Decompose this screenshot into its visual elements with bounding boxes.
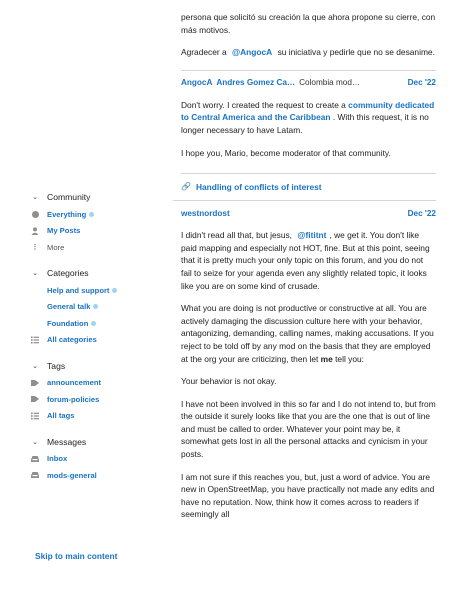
post-divider <box>181 173 436 174</box>
chevron-down-icon: ⌄ <box>32 194 38 201</box>
sidebar-item-label: More <box>47 242 65 252</box>
sidebar-item-tag-announcement[interactable] <box>30 376 165 390</box>
post-3 <box>181 205 436 521</box>
text: . With this request, it is no longer necessary to have Latam. <box>181 112 429 135</box>
chevron-down-icon: ⌄ <box>32 270 38 277</box>
sidebar-item-label: mods-general <box>47 470 97 480</box>
post-divider <box>173 200 436 201</box>
post-date[interactable]: Dec '22 <box>407 78 436 88</box>
sidebar-item-label: Help and support <box>47 285 110 295</box>
sidebar-item-everything[interactable] <box>30 207 165 221</box>
text: , we get it. You don't like paid mapping and especially not HOT, fine. But at this point, seeing that it is pretty much your only topic on this forum, and you do not fail to seize for your agenda even any slightly related topic, it looks like you are on some kind of crusade. <box>181 230 430 291</box>
sidebar-item-label: All categories <box>47 335 97 344</box>
link-icon: 🔗 <box>181 182 191 192</box>
unread-dot <box>93 304 98 309</box>
text: tell you: <box>335 353 364 364</box>
more-vertical-icon: ⋮ <box>31 244 39 251</box>
sidebar-section-categories <box>30 266 165 347</box>
inbox-icon <box>30 471 40 479</box>
sidebar-item-label: Foundation <box>47 318 89 328</box>
sidebar-item-label: General talk <box>47 302 91 311</box>
post-1-body <box>181 0 436 59</box>
sidebar-item-label: announcement <box>47 378 102 387</box>
section-header-categories[interactable] <box>30 266 165 280</box>
unread-dot <box>89 212 94 217</box>
layers-icon <box>30 211 40 218</box>
sidebar-item-label: All tags <box>47 411 75 420</box>
sidebar-item-label: My Posts <box>47 226 81 235</box>
sidebar-item-more[interactable] <box>30 240 165 254</box>
chevron-down-icon: ⌄ <box>32 438 38 446</box>
sidebar-section-community <box>30 190 165 254</box>
post-user-title: Colombia mod… <box>299 78 361 88</box>
sidebar-item-label: forum-policies <box>47 394 100 404</box>
sidebar-item-inbox[interactable] <box>30 452 165 466</box>
sidebar-item-my-posts[interactable] <box>30 224 165 238</box>
post-paragraph: persona que solicitó su creación la que ahora propone su cierre, con más motivos. <box>181 12 436 35</box>
sidebar-item-help-and-support[interactable] <box>30 283 165 297</box>
post-paragraph <box>181 229 436 292</box>
section-label: Categories <box>47 268 89 278</box>
text: I didn't read all that, but jesus, <box>181 230 293 241</box>
user-mention[interactable]: @fititnt <box>297 230 327 241</box>
user-mention[interactable]: @AngocA <box>231 47 273 58</box>
text: What you are doing is not productive or constructive at all. You are actively damaging the discussion culture here with your behavior, antagonizing, demanding, calling names, making accusations. If you reject to be told off by any mod on the basis that they are employed at the org your are criticizing, then let <box>181 303 434 364</box>
section-label: Messages <box>47 436 87 447</box>
sidebar-item-tag-forum-policies[interactable] <box>30 392 165 406</box>
section-label: Community <box>47 192 91 202</box>
section-header-tags[interactable] <box>30 359 165 373</box>
emphasis: me <box>320 353 333 364</box>
sidebar-section-tags <box>30 359 165 423</box>
sidebar-item-label: Inbox <box>47 454 68 463</box>
post-paragraph: Your behavior is not okay. <box>181 376 277 387</box>
post-paragraph <box>181 46 436 59</box>
text: su iniciativa y pedirle que no se desanime. <box>277 47 435 58</box>
post-paragraph <box>181 302 436 365</box>
post-author-names <box>181 78 360 87</box>
skip-to-main-content-link[interactable]: Skip to main content <box>35 551 118 561</box>
post-date[interactable]: Dec '22 <box>407 208 436 218</box>
unread-dot <box>112 288 117 293</box>
post-paragraph: I hope you, Mario, become moderator of that community. <box>181 147 391 158</box>
post-meta <box>181 205 436 221</box>
user-icon <box>30 227 40 235</box>
post-username[interactable]: westnordost <box>181 208 230 218</box>
sidebar-item-all-categories[interactable] <box>30 333 165 347</box>
post-fullname[interactable]: Andres Gomez Ca… <box>216 78 296 88</box>
sidebar-item-label: Everything <box>47 209 87 219</box>
list-icon <box>30 412 40 420</box>
sidebar-item-all-tags[interactable] <box>30 409 165 423</box>
sidebar-item-general-talk[interactable] <box>30 300 165 314</box>
inbox-icon <box>30 455 40 463</box>
post-paragraph: I have not been involved in this so far and I do not intend to, but from the outside it surely looks like that you are the one that is out of line and must be called to order. Whatever your point may be, it somewhat gets lost in all the personal attacks and cynicism in your posts. <box>181 398 436 460</box>
sidebar-section-messages <box>30 435 165 483</box>
sidebar-item-mods-general[interactable] <box>30 468 165 482</box>
linked-topic[interactable] <box>181 179 436 194</box>
post-paragraph: I am not sure if this reaches you, but, just a word of advice. You are new in OpenStreetMap, you have practically not made any edits and have no reputation. Now, think how it comes across to readers if seemingly all <box>181 471 435 520</box>
tag-icon <box>30 379 40 387</box>
post-paragraph <box>181 99 436 137</box>
section-header-messages[interactable] <box>30 435 165 449</box>
tag-icon <box>30 395 40 403</box>
text: Don't worry. I created the request to create a <box>181 99 346 110</box>
topic-stream <box>181 0 436 531</box>
post-meta <box>181 75 436 91</box>
sidebar <box>30 190 165 494</box>
section-label: Tags <box>47 360 66 371</box>
sidebar-item-foundation[interactable] <box>30 316 165 330</box>
community-request-link[interactable]: community dedicated to Central America and the Caribbean <box>181 99 435 123</box>
section-header-community[interactable] <box>30 190 165 204</box>
unread-dot <box>91 321 96 326</box>
post-2 <box>181 75 436 159</box>
linked-topic-title: Handling of conflicts of interest <box>195 181 322 192</box>
post-divider <box>181 70 436 71</box>
chevron-down-icon: ⌄ <box>32 362 38 370</box>
list-icon <box>30 336 40 344</box>
text: Agradecer a <box>181 47 227 58</box>
post-username[interactable]: AngocA <box>181 78 213 88</box>
